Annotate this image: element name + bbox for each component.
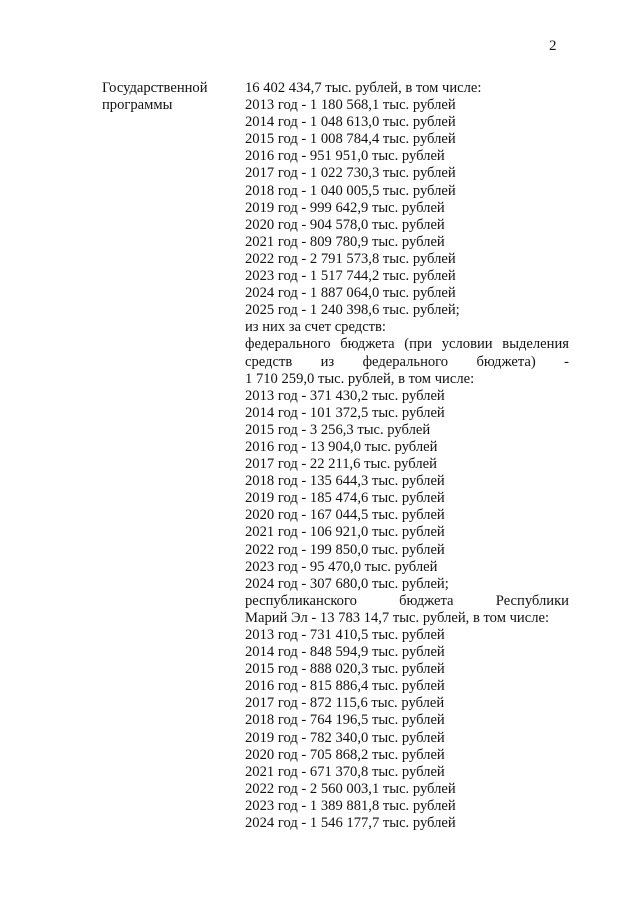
text-line: 16 402 434,7 тыс. рублей, в том числе: xyxy=(245,80,482,96)
text-line: 2014 год - 848 594,9 тыс. рублей xyxy=(245,644,445,661)
text-line: 2023 год - 1 389 881,8 тыс. рублей xyxy=(245,797,456,814)
text-line: 2013 год - 1 180 568,1 тыс. рублей xyxy=(245,97,456,114)
page-number: 2 xyxy=(549,38,557,54)
text-line: 2022 год - 2 791 573,8 тыс. рублей xyxy=(245,250,456,267)
text-line: 2014 год - 1 048 613,0 тыс. рублей xyxy=(245,114,456,131)
text-line: 2021 год - 106 921,0 тыс. рублей xyxy=(245,524,445,541)
text-line: Марий Эл - 13 783 14,7 тыс. рублей, в том числе: xyxy=(245,609,550,626)
text-line: 2017 год - 1 022 730,3 тыс. рублей xyxy=(245,165,456,182)
funding-text xyxy=(245,80,569,832)
text-line: республиканского бюджета Республики xyxy=(245,592,569,609)
text-line: 2020 год - 705 868,2 тыс. рублей xyxy=(245,746,445,763)
text-line: 2015 год - 888 020,3 тыс. рублей xyxy=(245,661,445,678)
text-line: 2019 год - 185 474,6 тыс. рублей xyxy=(245,490,445,507)
text-line: 2022 год - 2 560 003,1 тыс. рублей xyxy=(245,780,456,797)
text-line: 2019 год - 999 642,9 тыс. рублей xyxy=(245,199,445,216)
text-line: 2024 год - 307 680,0 тыс. рублей; xyxy=(245,575,449,592)
text-line: 1 710 259,0 тыс. рублей, в том числе: xyxy=(245,370,475,387)
text-line: 2021 год - 809 780,9 тыс. рублей xyxy=(245,233,445,250)
text-line: 2013 год - 371 430,2 тыс. рублей xyxy=(245,387,445,404)
text-line: 2021 год - 671 370,8 тыс. рублей xyxy=(245,763,445,780)
text-line: 2015 год - 1 008 784,4 тыс. рублей xyxy=(245,131,456,148)
left-label xyxy=(102,80,242,114)
text-line: 2016 год - 815 886,4 тыс. рублей xyxy=(245,678,445,695)
text-line: федерального бюджета (при условии выделения xyxy=(245,336,569,353)
text-line: 2022 год - 199 850,0 тыс. рублей xyxy=(245,541,445,558)
text-line: 2018 год - 764 196,5 тыс. рублей xyxy=(245,712,445,729)
text-line: 2016 год - 13 904,0 тыс. рублей xyxy=(245,438,438,455)
text-line: 2018 год - 1 040 005,5 тыс. рублей xyxy=(245,182,456,199)
left-label-line: Государственной xyxy=(102,80,208,96)
text-line: 2017 год - 22 211,6 тыс. рублей xyxy=(245,456,437,473)
text-line: 2019 год - 782 340,0 тыс. рублей xyxy=(245,729,445,746)
text-line: 2016 год - 951 951,0 тыс. рублей xyxy=(245,148,445,165)
text-line: средств из федерального бюджета) - xyxy=(245,353,569,370)
text-line: 2014 год - 101 372,5 тыс. рублей xyxy=(245,404,445,421)
text-line: 2025 год - 1 240 398,6 тыс. рублей; xyxy=(245,302,460,319)
text-line: из них за счет средств: xyxy=(245,319,386,336)
text-line: 2018 год - 135 644,3 тыс. рублей xyxy=(245,473,445,490)
text-line: 2017 год - 872 115,6 тыс. рублей xyxy=(245,695,445,712)
text-line: 2023 год - 1 517 744,2 тыс. рублей xyxy=(245,268,456,285)
text-line: 2023 год - 95 470,0 тыс. рублей xyxy=(245,558,438,575)
text-line: 2024 год - 1 546 177,7 тыс. рублей xyxy=(245,815,456,832)
text-line: 2024 год - 1 887 064,0 тыс. рублей xyxy=(245,285,456,302)
text-line: 2020 год - 167 044,5 тыс. рублей xyxy=(245,507,445,524)
text-line: 2020 год - 904 578,0 тыс. рублей xyxy=(245,216,445,233)
text-line: 2013 год - 731 410,5 тыс. рублей xyxy=(245,627,445,643)
text-line: 2015 год - 3 256,3 тыс. рублей xyxy=(245,421,431,438)
left-label-line: программы xyxy=(102,97,173,114)
